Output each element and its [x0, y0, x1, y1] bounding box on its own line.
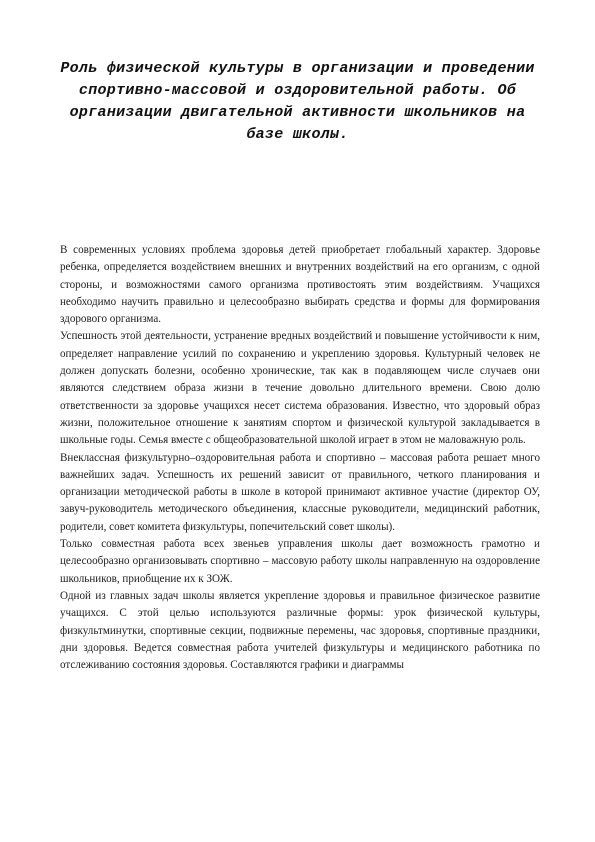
- paragraph: В современных условиях проблема здоровья детей приобретает глобальный характер. Здоровье ребенка, определяется воздействием внешних и внутренних воздействий на его организм, с одной стороны, и возможностями самого организма противостоять этим воздействиям. Учащихся необходимо научить правильно и целесообразно выбирать средства и формы для формирования здорового организма.: [60, 244, 540, 326]
- paragraph: Одной из главных задач школы является укрепление здоровья и правильное физическое развитие учащихся. С этой целью используются различные формы: урок физической культуры, физкультминутки, спортивные секции, подвижные перемены, час здоровья, спортивные праздники, дни здоровья. Ведется совместная работа учителей физкультуры и медицинского работника по отслеживанию состояния здоровья. Составляются графики и диаграммы: [60, 589, 540, 672]
- document-title: Роль физической культуры в организации и проведении спортивно-массовой и оздоровительной работы. Об организации двигательной активности школьников на базе школы.: [60, 60, 535, 143]
- paragraph: Внеклассная физкультурно–оздоровительная работа и спортивно – массовая работа решает много важнейших задач. Успешность их решений зависит от правильного, четкого планирования и организации методической работы в школе в которой принимают активное участие (директор ОУ, завуч-руководитель методического объединения, классные руководители, медицинский работник, родители, совет комитета физкультуры, попечительский совет школы).: [60, 451, 540, 533]
- paragraph: Только совместная работа всех звеньев управления школы дает возможность грамотно и целесообразно организовывать спортивно – массовую работу школы направленную на оздоровление школьников, приобщение их к ЗОЖ.: [60, 538, 540, 585]
- document-body: [60, 242, 540, 674]
- paragraph: Успешность этой деятельности, устранение вредных воздействий и повышение устойчивости к ним, определяет направление усилий по сохранению и укреплению здоровья. Культурный человек не должен допускать болезни, особенно хронические, так как в подавляющем числе случаев они являются следствием образа жизни в течение довольно длительного времени. Свою долю ответственности за здоровье учащихся несет система образования. Известно, что здоровый образ жизни, положительное отношение к занятиям спортом и физической культурой закладывается в школьные годы. Семья вместе с общеобразовательной школой играет в этом не маловажную роль.: [60, 330, 540, 447]
